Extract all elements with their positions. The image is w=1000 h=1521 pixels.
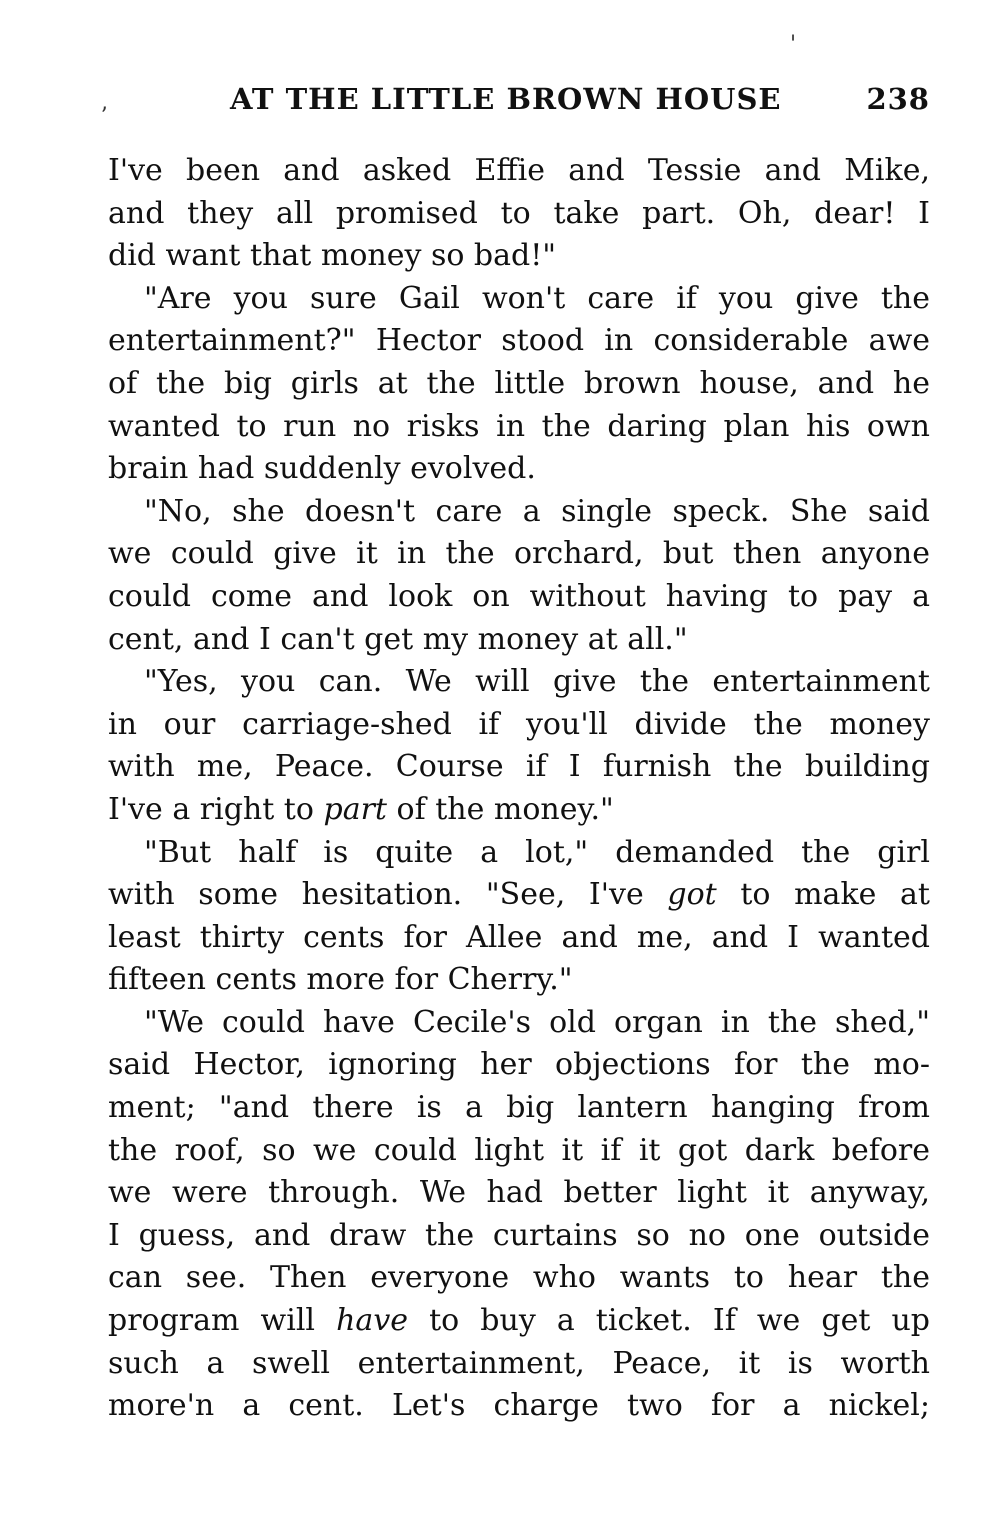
italic-run: have: [336, 1303, 409, 1339]
text-line: "Yes, you can. We will give the entertainment: [144, 664, 930, 700]
text-line: "But half is quite a lot," demanded the girl: [144, 834, 930, 870]
paragraph: [108, 278, 930, 491]
text-line: "Are you sure Gail won't care if you give the: [144, 280, 930, 316]
text-line: we were through. We had better light it anyway,: [108, 1175, 930, 1211]
paragraph: [108, 1002, 930, 1428]
text-line: least thirty cents for Allee and me, and I wanted: [108, 919, 930, 955]
text-line: such a swell entertainment, Peace, it is worth: [108, 1345, 930, 1381]
text-run: to make at: [740, 877, 930, 913]
paragraph: [108, 150, 930, 278]
paragraph: [108, 661, 930, 831]
italic-run: part: [323, 791, 387, 827]
text-line: I've been and asked Effie and Tessie and Mike,: [108, 153, 930, 188]
text-line: [108, 789, 930, 832]
text-line: and they all promised to take part. Oh, dear! I: [108, 195, 930, 231]
text-line: I guess, and draw the curtains so no one outside: [108, 1217, 930, 1253]
text-line: wanted to run no risks in the daring plan his own: [108, 408, 930, 444]
text-line: the roof, so we could light it if it got dark before: [108, 1132, 930, 1168]
text-run: I've a right to: [108, 791, 314, 827]
text-line: could come and look on without having to pay a: [108, 578, 930, 614]
speck-mark: ': [790, 32, 797, 57]
text-run: with some hesitation. "See, I've: [108, 877, 644, 913]
page-number: 238: [866, 82, 930, 116]
text-line: did want that money so bad!": [108, 238, 557, 274]
text-line: "We could have Cecile's old organ in the shed,": [144, 1004, 930, 1040]
text-line: with me, Peace. Course if I furnish the building: [108, 749, 930, 785]
text-line: "No, she doesn't care a single speck. She said: [144, 493, 930, 529]
text-line: brain had suddenly evolved.: [108, 451, 536, 487]
text-run: program will: [108, 1303, 316, 1339]
text-run: of the money.": [396, 791, 614, 827]
running-head-title: AT THE LITTLE BROWN HOUSE: [230, 82, 782, 116]
body-text: [108, 150, 930, 1428]
text-line: fifteen cents more for Cherry.": [108, 962, 573, 998]
italic-run: got: [667, 877, 717, 913]
text-line: cent, and I can't get my money at all.": [108, 621, 688, 657]
text-line: we could give it in the orchard, but then anyone: [108, 536, 930, 572]
text-line: can see. Then everyone who wants to hear the: [108, 1260, 930, 1296]
paragraph: [108, 832, 930, 1002]
text-line: [108, 1300, 930, 1343]
text-line: ment; "and there is a big lantern hanging from: [108, 1090, 930, 1126]
text-line: [108, 874, 930, 917]
text-line: more'n a cent. Let's charge two for a nickel;: [108, 1388, 930, 1424]
text-line: said Hector, ignoring her objections for the mo-: [108, 1047, 930, 1083]
speck-mark: ʼ: [100, 104, 107, 129]
text-line: of the big girls at the little brown house, and he: [108, 365, 930, 401]
paragraph: [108, 491, 930, 661]
text-run: to buy a ticket. If we get up: [429, 1303, 930, 1339]
text-line: in our carriage-shed if you'll divide the money: [108, 706, 930, 742]
text-line: entertainment?" Hector stood in considerable awe: [108, 323, 930, 359]
running-head: [108, 82, 930, 122]
